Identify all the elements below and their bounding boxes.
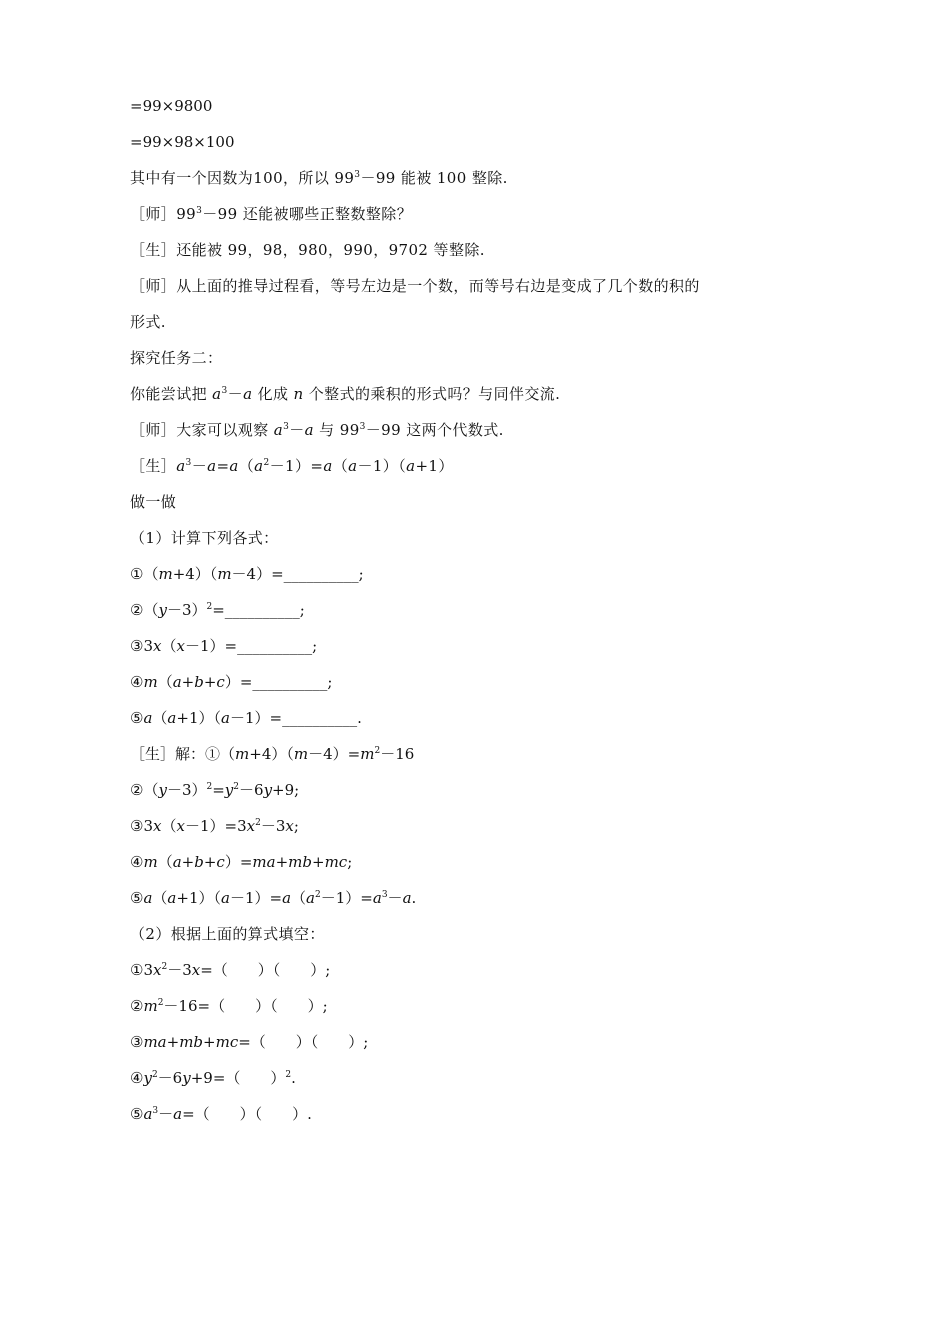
superscript: 2 [374, 746, 381, 756]
superscript: 3 [152, 1106, 159, 1116]
text-run: －16 [380, 745, 415, 763]
math-variable: mb [179, 1033, 204, 1051]
math-variable: x [153, 637, 162, 655]
math-variable: m [293, 745, 309, 763]
math-variable: x [153, 817, 162, 835]
math-variable: a [143, 1105, 153, 1123]
exercise-item [130, 1032, 368, 1052]
math-variable: a [172, 853, 182, 871]
text-run: －99 还能被哪些正整数整除？ [202, 205, 413, 223]
exercise-item [130, 600, 305, 620]
text-run: +1）（ [176, 889, 221, 907]
text-run: －6 [239, 781, 264, 799]
solution-line [130, 744, 414, 764]
text-run: 做一做 [130, 493, 177, 511]
text-run: （ [291, 889, 307, 907]
math-variable: x [285, 817, 294, 835]
text-run: +9; [272, 781, 300, 799]
text-run: =99×9800 [130, 97, 213, 115]
math-variable: c [216, 853, 225, 871]
text-run: －1）=3 [184, 817, 247, 835]
text-run: =__________; [212, 601, 305, 619]
exercise-item [130, 996, 328, 1016]
text-run: 你能尝试把 [130, 385, 213, 403]
math-variable: mb [288, 853, 312, 871]
math-variable: m [217, 565, 232, 583]
text-run: （1）计算下列各式： [130, 529, 279, 547]
math-variable: x [153, 961, 162, 979]
text-run: －1）= [320, 889, 373, 907]
exercise-item [130, 1068, 296, 1088]
text-run: + [181, 673, 195, 691]
text-run: + [181, 853, 195, 871]
text-run: －1）=__________; [184, 637, 318, 655]
text-run: － [158, 1105, 174, 1123]
math-variable: m [143, 673, 158, 691]
exercise-item [130, 564, 364, 584]
math-variable: b [194, 673, 204, 691]
text-run: －16=（ ）（ ）; [163, 997, 328, 1015]
text-run: －3） [166, 781, 207, 799]
text-run: +4）（ [172, 565, 218, 583]
math-variable: a [176, 457, 186, 475]
superscript: 2 [161, 962, 168, 972]
text-run: . [291, 1069, 296, 1087]
text-run: （ [152, 889, 168, 907]
math-variable: a [273, 421, 284, 439]
math-variable: a [243, 385, 253, 403]
superscript: 2 [157, 998, 164, 1008]
math-variable: a [143, 709, 153, 727]
text-run: －3） [166, 601, 207, 619]
math-variable: a [402, 889, 412, 907]
exercise-item [130, 960, 330, 980]
math-variable: m [143, 853, 158, 871]
text-run: －99 这两个代数式. [365, 421, 504, 439]
math-variable: y [182, 1069, 191, 1087]
text-run: + [203, 1033, 216, 1051]
text-run: －1）= [269, 457, 324, 475]
superscript: 3 [221, 386, 228, 396]
superscript: 2 [315, 890, 321, 900]
text-run: ［师］从上面的推导过程看，等号左边是一个数，而等号右边是变成了几个数的积的 [130, 277, 700, 295]
solution-line [130, 780, 299, 800]
math-variable: a [254, 457, 264, 475]
text-run: ②（ [130, 601, 159, 619]
text-run: － [289, 421, 305, 439]
text-run: （ [157, 853, 173, 871]
superscript: 2 [206, 602, 213, 612]
text-run: － [387, 889, 403, 907]
math-variable: m [143, 997, 158, 1015]
superscript: 3 [359, 422, 366, 432]
text-run: ④ [130, 673, 144, 691]
superscript: 2 [206, 782, 213, 792]
math-variable: a [212, 385, 222, 403]
math-variable: y [143, 1069, 152, 1087]
math-variable: n [293, 385, 304, 403]
text-run: 形式. [130, 313, 166, 331]
text-run: 其中有一个因数为100，所以 99 [130, 169, 355, 187]
text-run: －4）=__________; [231, 565, 364, 583]
text-run: ⑤ [130, 709, 144, 727]
text-run: ④ [130, 853, 144, 871]
exercise-item [130, 636, 317, 656]
superscript: 2 [255, 818, 261, 828]
text-line [130, 276, 700, 296]
section-heading [130, 348, 222, 368]
math-variable: ma [252, 853, 276, 871]
text-run: ③3 [130, 817, 153, 835]
math-variable: a [406, 457, 416, 475]
text-run: ［生］还能被 99，98，980，990，9702 等整除. [130, 241, 485, 259]
text-line [130, 204, 412, 224]
solution-line [130, 852, 352, 872]
text-run: （ [238, 457, 255, 475]
text-run: （ [161, 637, 177, 655]
text-run: +1）（ [176, 709, 221, 727]
text-run: ② [130, 997, 144, 1015]
text-run: ⑤ [130, 1105, 144, 1123]
text-run: + [275, 853, 289, 871]
text-run: （ [161, 817, 177, 835]
text-run: －4）= [308, 745, 361, 763]
text-run: ［生］ [130, 457, 177, 475]
text-line [130, 96, 212, 116]
math-variable: mc [215, 1033, 239, 1051]
text-run: － [227, 385, 244, 403]
superscript: 3 [354, 170, 361, 180]
text-line [130, 132, 235, 152]
text-run: ②（ [130, 781, 159, 799]
text-run: =（ ）（ ）; [238, 1033, 369, 1051]
math-variable: c [216, 673, 225, 691]
text-run: ［生］解：①（ [130, 745, 236, 763]
text-run: 个整式的乘积的形式吗？与同伴交流. [303, 385, 561, 403]
math-variable: x [246, 817, 256, 835]
solution-line [130, 888, 416, 908]
text-run: = [212, 781, 225, 799]
math-variable: a [372, 889, 382, 907]
text-run: 探究任务二： [130, 349, 223, 367]
solution-line [130, 816, 299, 836]
text-run: +1） [415, 457, 454, 475]
text-run: ①（ [130, 565, 159, 583]
math-variable: y [158, 601, 167, 619]
math-variable: a [167, 709, 177, 727]
superscript: 3 [196, 206, 203, 216]
text-run: ⑤ [130, 889, 144, 907]
text-run: －99 能被 100 整除. [360, 169, 508, 187]
exercise-item [130, 708, 362, 728]
superscript: 3 [185, 458, 192, 468]
math-variable: x [176, 817, 185, 835]
text-run: （ [157, 673, 173, 691]
text-run: +9=（ ） [190, 1069, 286, 1087]
text-run: =99×98×100 [130, 133, 235, 151]
math-variable: a [207, 457, 217, 475]
math-variable: a [348, 457, 358, 475]
text-run: －1）=__________. [229, 709, 362, 727]
math-variable: a [306, 889, 315, 907]
text-run: －3 [260, 817, 286, 835]
math-variable: ma [143, 1033, 167, 1051]
math-variable: a [221, 709, 230, 727]
math-variable: m [235, 745, 250, 763]
math-variable: x [191, 961, 201, 979]
text-run: ）= [224, 853, 253, 871]
superscript: 3 [283, 422, 290, 432]
math-variable: b [194, 853, 204, 871]
math-variable: y [224, 781, 234, 799]
text-run: =（ ）（ ）. [182, 1105, 312, 1123]
math-variable: a [282, 889, 292, 907]
math-variable: x [176, 637, 185, 655]
exercise-item [130, 1104, 312, 1124]
text-run: +4）（ [249, 745, 294, 763]
superscript: 3 [381, 890, 388, 900]
text-run: = [216, 457, 230, 475]
text-line [130, 924, 325, 944]
superscript: 2 [285, 1070, 292, 1080]
text-run: －6 [157, 1069, 183, 1087]
text-run: 化成 [252, 385, 294, 403]
text-line [130, 384, 560, 404]
text-run: －1）= [229, 889, 283, 907]
text-run: ; [347, 853, 353, 871]
text-run: （2）根据上面的算式填空： [130, 925, 325, 943]
text-line [130, 528, 279, 548]
text-line [130, 312, 166, 332]
math-variable: a [323, 457, 333, 475]
text-run: －1）（ [357, 457, 407, 475]
text-run: 与 99 [314, 421, 360, 439]
text-line [130, 420, 504, 440]
text-line [130, 240, 485, 260]
text-run: + [203, 853, 217, 871]
math-variable: a [304, 421, 315, 439]
exercise-item [130, 672, 332, 692]
math-variable: y [263, 781, 273, 799]
text-run: + [166, 1033, 180, 1051]
text-run: ④ [130, 1069, 144, 1087]
math-variable: a [221, 889, 230, 907]
math-variable: a [173, 1105, 183, 1123]
text-run: ）=__________; [224, 673, 333, 691]
text-run: ①3 [130, 961, 153, 979]
superscript: 2 [263, 458, 270, 468]
math-variable: a [229, 457, 239, 475]
text-line [130, 456, 454, 476]
section-heading [130, 492, 176, 512]
text-run: ③3 [130, 637, 153, 655]
text-run: =（ ）（ ）; [200, 961, 331, 979]
superscript: 2 [151, 1070, 158, 1080]
text-run: + [203, 673, 217, 691]
text-run: （ [332, 457, 349, 475]
math-variable: mc [324, 853, 348, 871]
text-run: ［师］大家可以观察 [130, 421, 274, 439]
text-line [130, 168, 508, 188]
text-run: + [311, 853, 325, 871]
text-run: ; [293, 817, 299, 835]
superscript: 2 [233, 782, 240, 792]
math-variable: a [167, 889, 177, 907]
text-run: . [411, 889, 417, 907]
text-run: （ [152, 709, 168, 727]
text-run: －3 [167, 961, 192, 979]
math-variable: a [172, 673, 182, 691]
text-run: ③ [130, 1033, 144, 1051]
math-variable: a [143, 889, 153, 907]
math-variable: m [158, 565, 173, 583]
text-run: － [191, 457, 208, 475]
text-run: ［师］99 [130, 205, 197, 223]
math-variable: y [158, 781, 167, 799]
math-variable: m [360, 745, 375, 763]
